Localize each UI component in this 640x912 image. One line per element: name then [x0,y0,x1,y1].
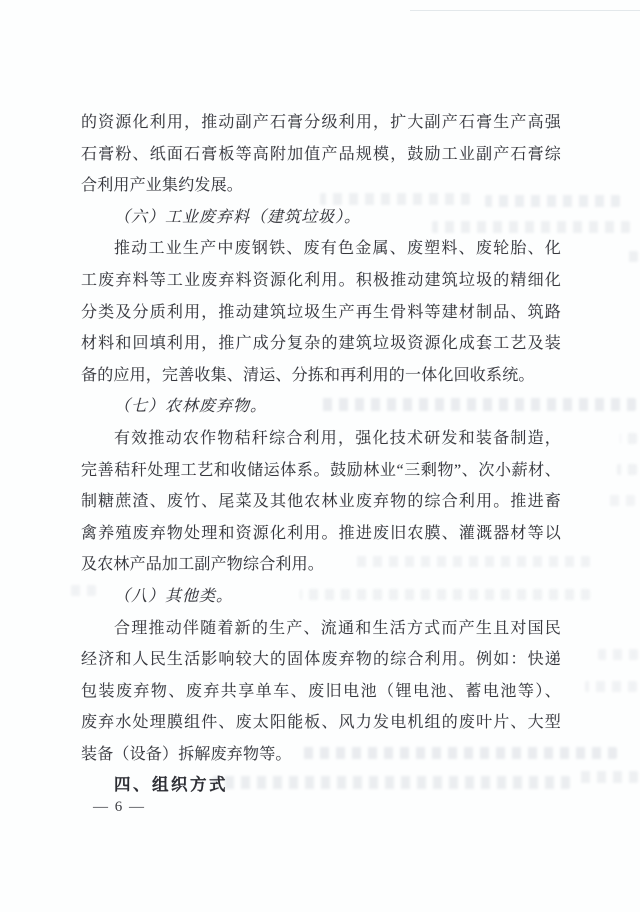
body-line: 合理推动伴随着新的生产、流通和生活方式而产生且对国民 [114,619,561,637]
body-line: 完善秸秆处理工艺和收储运体系。鼓励林业“三剩物”、次小薪材、 [81,461,561,479]
subsection-heading-7: （七）农林废弃物。 [114,398,268,416]
bleedthrough-mark [576,771,638,783]
body-line: 的资源化利用，推动副产石膏分级利用，扩大副产石膏生产高强 [81,114,561,131]
bleedthrough-mark [620,433,637,444]
bleedthrough-mark [617,464,637,475]
body-line: 经济和人民生活影响较大的固体废弃物的综合利用。例如：快递 [81,651,561,669]
body-line: 推动工业生产中废钢铁、废有色金属、废塑料、废轮胎、化 [114,240,561,258]
body-line: 合利用产业集约发展。 [81,177,244,195]
body-line: 禽养殖废弃物处理和资源化利用。推进废旧农膜、灌溉器材等以 [81,524,561,542]
bleedthrough-mark [607,495,635,506]
body-line: 制糖蔗渣、废竹、尾菜及其他农林业废弃物的综合利用。推进畜 [81,493,561,511]
body-line: 工废弃料等工业废弃料资源化利用。积极推动建筑垃圾的精细化 [81,271,561,289]
subsection-heading-8: （八）其他类。 [114,587,234,605]
document-text-block [81,107,561,802]
body-line: 备的应用，完善收集、清运、分拣和再利用的一体化回收系统。 [81,366,535,384]
body-line: 石膏粉、纸面石膏板等高附加值产品规模，鼓励工业副产石膏综 [81,145,561,163]
body-line: 装备（设备）拆解废弃物等。 [81,745,292,763]
scan-artifact-line [410,10,640,11]
bleedthrough-mark [585,681,637,692]
subsection-heading-6: （六）工业废弃料（建筑垃圾）。 [114,208,362,226]
body-line: 有效推动农作物秸秆综合利用，强化技术研发和装备制造， [114,429,561,447]
body-line: 材料和回填利用，推广成分复杂的建筑垃圾资源化成套工艺及装 [81,335,561,353]
bleedthrough-mark [598,649,638,660]
bleedthrough-mark [626,251,638,262]
body-line: 废弃水处理膜组件、废太阳能板、风力发电机组的废叶片、大型 [81,714,561,732]
body-line: 及农林产品加工副产物综合利用。 [81,556,325,574]
section-heading-4: 四、组织方式 [114,776,228,795]
body-line: 包装废弃物、废弃共享单车、废旧电池（锂电池、蓄电池等）、 [81,682,561,700]
page-number: — 6 — [93,799,146,815]
body-line: 分类及分质利用，推动建筑垃圾生产再生骨料等建材制品、筑路 [81,303,561,321]
